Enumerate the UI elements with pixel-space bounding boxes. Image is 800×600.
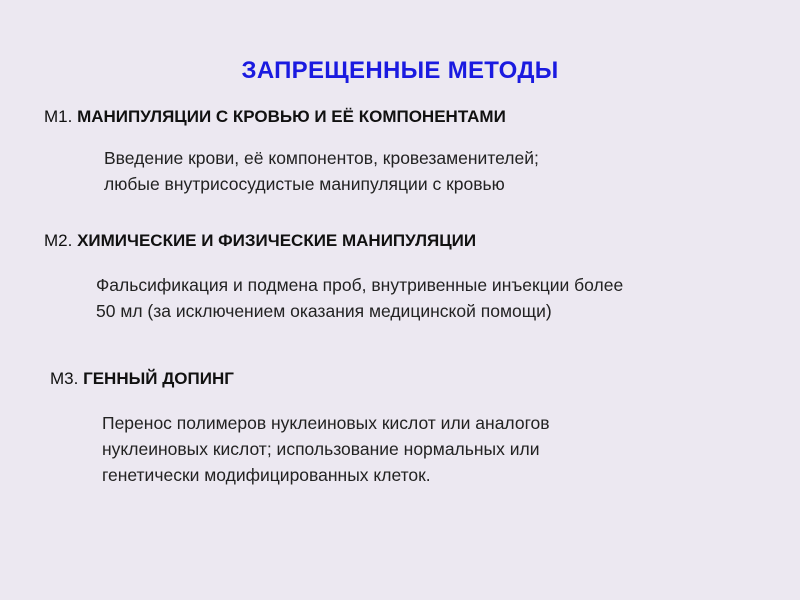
section-m2-title: ХИМИЧЕСКИЕ И ФИЗИЧЕСКИЕ МАНИПУЛЯЦИИ	[77, 231, 477, 250]
section-m3-code: М3.	[50, 369, 79, 388]
section-m2-text	[96, 272, 623, 324]
section-m2-line: 50 мл (за исключением оказания медицинской помощи)	[96, 301, 552, 321]
section-m1-line: Введение крови, её компонентов, кровезаменителей;	[104, 148, 539, 168]
section-m3-line: нуклеиновых кислот; использование нормальных или	[102, 439, 540, 459]
section-m2-line: Фальсификация и подмена проб, внутривенные инъекции более	[96, 275, 624, 295]
section-m3-line: Перенос полимеров нуклеиновых кислот или аналогов	[102, 413, 550, 433]
section-m1-line: любые внутрисосудистые манипуляции с кровью	[104, 174, 505, 194]
section-m3-heading	[50, 368, 234, 390]
section-m1-title: МАНИПУЛЯЦИИ С КРОВЬЮ И ЕЁ КОМПОНЕНТАМИ	[77, 107, 506, 126]
section-m3-line: генетически модифицированных клеток.	[102, 465, 431, 485]
section-m3-title: ГЕННЫЙ ДОПИНГ	[83, 369, 234, 388]
section-m1-code: М1.	[44, 107, 73, 126]
slide-title: ЗАПРЕЩЕННЫЕ МЕТОДЫ	[241, 57, 559, 84]
section-m2-heading	[44, 230, 476, 252]
section-m3-text	[102, 410, 550, 488]
section-m1-text	[104, 145, 539, 197]
section-m2-code: М2.	[44, 231, 73, 250]
section-m1-heading	[44, 106, 506, 128]
